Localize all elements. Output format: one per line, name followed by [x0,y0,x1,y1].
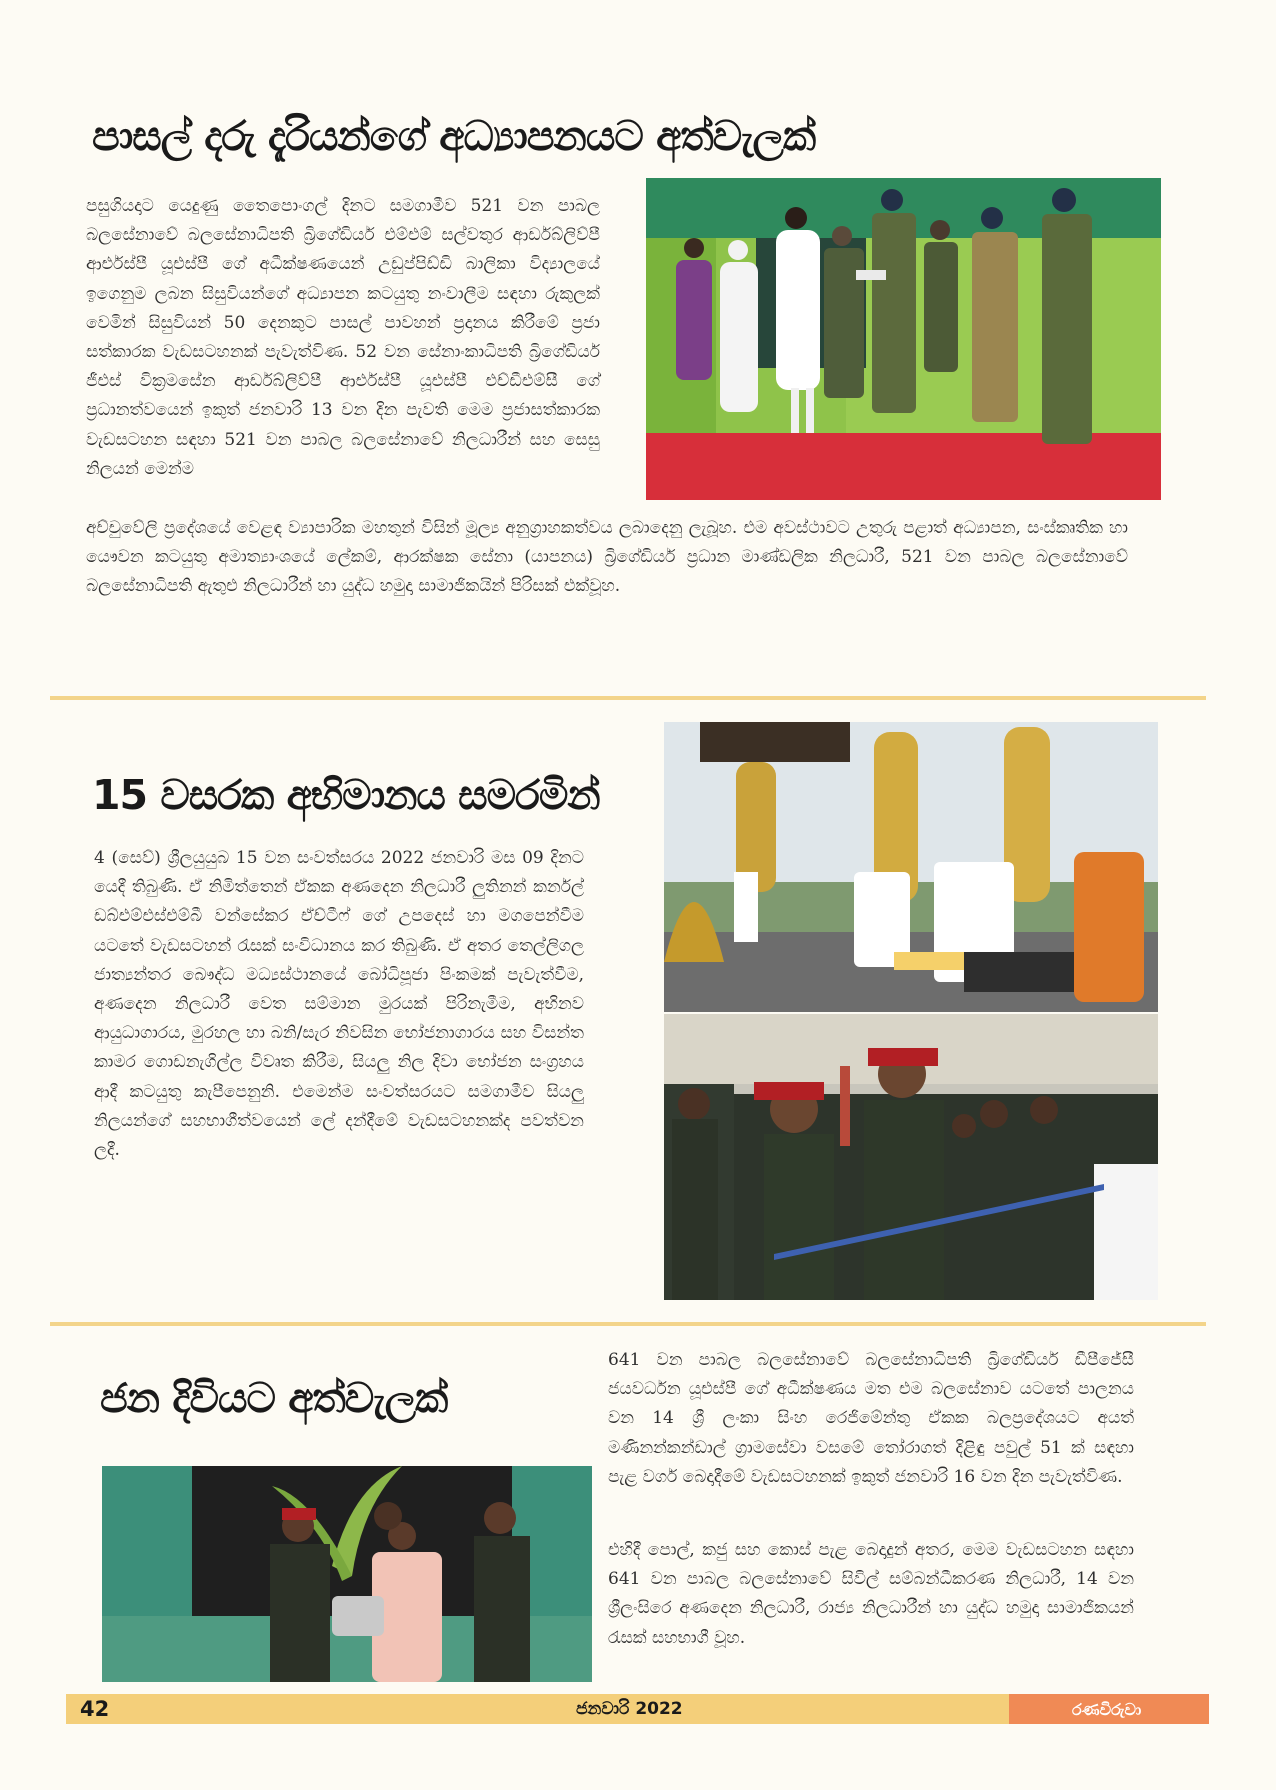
article1-body-full: අච්චුවේලි ප්‍රදේශයේ වෙළඳ ව්‍යාපාරික මහතුන් විසින් මූල්‍ය අනුග්‍රාහකත්වය ලබාදෙනු ලැබූහ. එම අවස්ථාවට උතුරු පළාත් අධ්‍යාපන, සංස්කෘතික හා යෞවන කටයුතු අමාත්‍යාංශයේ ලේකම්, ආරක්ෂක සේනා (යාපනය) බ්‍රිගේඩියර් ප්‍රධාන මාණ්ඩලික නිලධාරී, 521 වන පාබල බලසේනාවේ බලසේනාධිපති ඇතුළු නිලධාරීන් හා යුද්ධ හමුදා සාමාජිකයින් පිරිසක් එක්වූහ. [86,518,1128,597]
article3-para2: එහිදී පොල්, කජු සහ කොස් පැළ බෙදාදුන් අතර, මෙම වැඩසටහන සඳහා 641 වන පාබල බලසේනාවේ සිවිල් සම්බන්ධීකරණ නිලධාරී, 14 වන ශ්‍රීලංසිරෙ අණදෙන නිලධාරී, රාජ්‍ය නිලධාරීන් හා යුද්ධ හමුදා සාමාජිකයන් රැසක් සහභාගී වූහ. [608,1540,1134,1648]
magazine-name: රණවිරුවා [1072,1700,1142,1719]
section-divider [50,696,1206,700]
article2-body: 4 (සෙව්) ශ්‍රීලයුයුබ 15 වන සංවත්සරය 2022 ජනවාරි මස 09 දිනට යෙදී තිබුණි. ඒ නිමිත්තෙන් ඒකක අණදෙන නිලධාරී ලුතිනන් කර්නල් ඩබ්එම්එස්එම්බී වන්සේකර ඒච්ටීෆ් ගේ උපදෙස් හා මගපෙන්වීම යටතේ වැඩසටහන් රැසක් සංවිධානය කර තිබුණි. ඒ අතර තෙල්ලිගල ජාත්‍යන්තර බෞද්ධ මධ්‍යස්ථානයේ බෝධිපූජා පිංකමක් පැවැත්වීම, අණදෙන නිලධාරී වෙත සම්මාන මුරයක් පිරිනැමීම, අභිනව ආයුධාගාරය, මුරහල හා බනි/සැර නිවසින භෝජනාගාරය සහ විසන්ත කාමර ගොඩනැගිල්ල විවෘත කිරීම, සියලු නිල දිවා භෝජන සංග්‍රහය ආදී කටයුතු කැපීපෙනුනි. එමෙන්ම සංවත්සරයට සමගාමීව සියලු නිලයන්ගේ සහභාගීත්වයෙන් ලේ දන්දීමේ වැඩසටහනක්ද පවත්වන ලදී. [94,848,584,1161]
article3-para1: 641 වන පාබල බලසේනාවේ බලසේනාධිපති බ්‍රිගේඩියර් ඩීපීජේසී ජයවර්ධන යූඑස්පී ගේ අධීක්ෂණය මත එම බලසේනාව යටතේ පාලනය වන 14 ශ්‍රී ලංකා සිංහ රෙජිමේන්තු ඒකක බලප්‍රදේශයට අයත් මණිනන්කන්ඩාල් ග්‍රාමසේවා වසමේ තෝරාගත් දිළිඳු පවුල් 51 ක් සඳහා පැළ වර්ග බෙදාදීමේ වැඩසටහනක් ඉකුත් ජනවාරි 16 වන දින පැවැත්විණ. [608,1350,1134,1487]
article1-body-left: පසුගියදාට යෙදුණු තෛපොංගල් දිනට සමගාමීව 521 වන පාබල බලසේනාවේ බලසේනාධිපති බ්‍රිගේඩියර් එම්එම් සල්වතුර ආර්ඩබ්ලිව්පී ආර්එස්පී යූඑස්පී ගේ අධීක්ෂණයෙන් උඩුප්පිඩ්ඩි බාලිකා විද්‍යාලයේ ඉගෙනුම ලබන සිසුවියන්ගේ අධ්‍යාපන කටයුතු නංවාලීම සඳහා රුකුලක් වෙමින් සිසුවියන් 50 දෙනකුට පාසල් පාවහන් ප්‍රදානය කිරීමේ ප්‍රජා සත්කාරක වැඩසටහනක් පැවැත්විණ. 52 වන සේනාංකාධිපති බ්‍රිගේඩියර් ජීඑස් වික්‍රමසේන ආර්ඩබ්ලිව්පී ආර්එස්පී යූඑස්පී එච්ඩීඑම්සී ගේ ප්‍රධානත්වයෙන් ඉකුත් ජනවාරි 13 වන දින පැවති මෙම ප්‍රජාසත්කාරක වැඩසටහන සඳහා 521 වන පාබල බලසේනාවේ නිලධාරීන් සහ සෙසු නිලයන් මෙන්ම [86,196,600,479]
buddha-statues-ceremony-photo [664,722,1158,1012]
page-number: 42 [80,1697,110,1721]
section-divider [50,1322,1206,1326]
plant-distribution-photo [102,1466,592,1682]
article3-title: ජන දිවියට අත්වැලක් [100,1374,448,1422]
article1-title: පාසල් දරු දැරියන්ගේ අධ්‍යාපනයට අත්වැලක් [92,112,816,160]
school-shoes-ceremony-photo [646,178,1161,500]
issue-date: ජනවාරි 2022 [576,1699,683,1719]
article2-title: 15 වසරක අභිමානය සමරමින් [92,771,600,819]
ribbon-cutting-ceremony-photo [664,1014,1158,1300]
